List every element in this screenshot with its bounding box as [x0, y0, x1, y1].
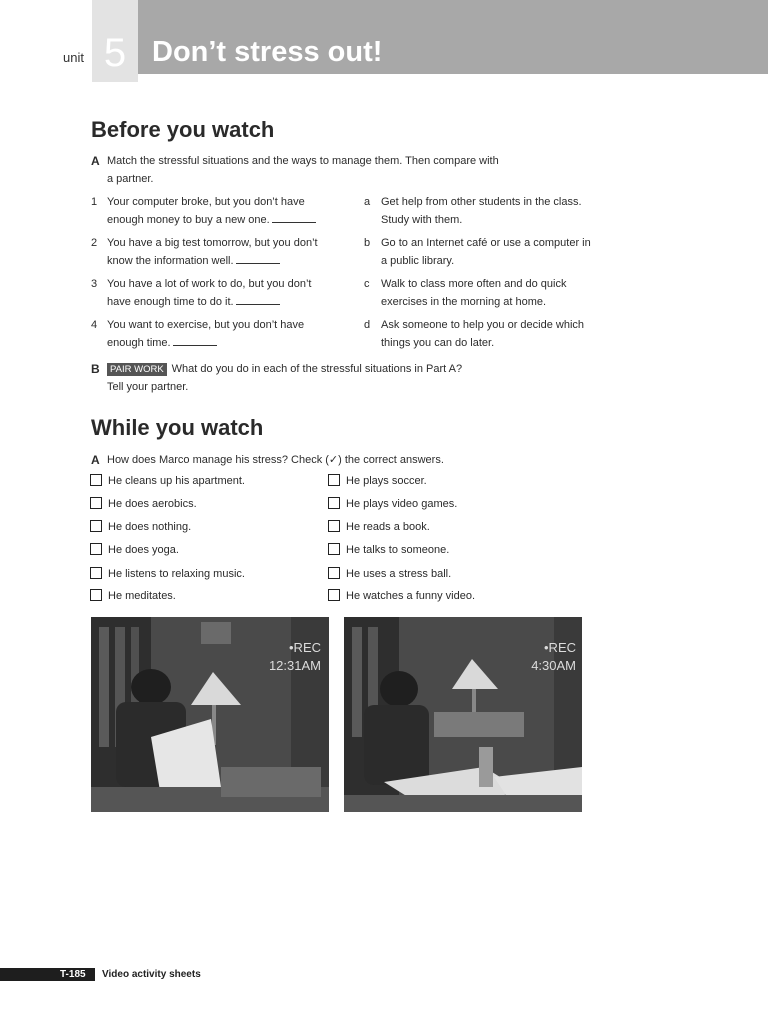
- checkbox[interactable]: [328, 543, 340, 555]
- rec-indicator: [269, 639, 321, 675]
- checkbox-item[interactable]: [328, 565, 451, 583]
- item-text: exercises in the morning at home.: [381, 296, 547, 308]
- unit-label: unit: [63, 50, 84, 65]
- item-text: know the information well.: [107, 255, 234, 267]
- checkbox[interactable]: [90, 589, 102, 601]
- item-number: 2: [91, 237, 98, 249]
- checkbox[interactable]: [90, 520, 102, 532]
- checkbox-item[interactable]: [328, 472, 427, 490]
- pair-work-badge: PAIR WORK: [107, 363, 167, 376]
- checkbox-label: He plays soccer.: [346, 475, 427, 487]
- checkbox-item[interactable]: [90, 565, 245, 583]
- instruction-line: Tell your partner.: [107, 381, 189, 393]
- item-number: 4: [91, 319, 98, 331]
- checkbox-label: He does nothing.: [108, 521, 192, 533]
- item-letter: b: [364, 237, 371, 249]
- item-text: Walk to class more often and do quick: [381, 278, 567, 290]
- exercise-letter: B: [91, 362, 100, 376]
- answer-blank[interactable]: [173, 335, 217, 346]
- answer-blank[interactable]: [236, 294, 280, 305]
- page-number: T-185: [60, 969, 86, 980]
- checkbox[interactable]: [90, 497, 102, 509]
- checkbox[interactable]: [90, 567, 102, 579]
- item-letter: a: [364, 196, 371, 208]
- item-text: You want to exercise, but you don’t have: [107, 319, 305, 331]
- item-text: a public library.: [381, 255, 455, 267]
- checkbox-item[interactable]: [90, 518, 191, 536]
- item-text: have enough time to do it.: [107, 296, 234, 308]
- item-number: 1: [91, 196, 98, 208]
- checkbox[interactable]: [90, 543, 102, 555]
- checkbox-label: He does aerobics.: [108, 498, 197, 510]
- checkbox[interactable]: [328, 520, 340, 532]
- checkbox[interactable]: [90, 474, 102, 486]
- checkbox-label: He talks to someone.: [346, 544, 450, 556]
- checkbox[interactable]: [328, 474, 340, 486]
- checkbox-label: He reads a book.: [346, 521, 430, 533]
- page-title: Don’t stress out!: [152, 36, 383, 68]
- checkbox-label: He listens to relaxing music.: [108, 568, 245, 580]
- rec-time: 4:30AM: [531, 658, 576, 673]
- checkbox-label: He cleans up his apartment.: [108, 475, 245, 487]
- checkbox-item[interactable]: [328, 587, 475, 605]
- instruction-line: What do you do in each of the stressful situations in Part A?: [171, 363, 463, 375]
- rec-indicator: [531, 639, 576, 675]
- rec-label: •REC: [544, 640, 576, 655]
- instruction-line: How does Marco manage his stress? Check (✓) the correct answers.: [107, 454, 444, 466]
- checkbox-label: He does yoga.: [108, 544, 179, 556]
- checkbox[interactable]: [328, 589, 340, 601]
- checkbox-item[interactable]: [328, 518, 430, 536]
- checkbox-label: He meditates.: [108, 590, 176, 602]
- item-letter: d: [364, 319, 371, 331]
- item-text: Get help from other students in the class.: [381, 196, 582, 208]
- item-text: Your computer broke, but you don’t have: [107, 196, 305, 208]
- item-text: Study with them.: [381, 214, 463, 226]
- while-heading: While you watch: [91, 415, 264, 440]
- item-text: You have a lot of work to do, but you don’t: [107, 278, 312, 290]
- unit-number: 5: [103, 31, 127, 75]
- item-text: enough time.: [107, 337, 171, 349]
- video-still-photo: [344, 617, 582, 812]
- item-number: 3: [91, 278, 98, 290]
- checkbox-item[interactable]: [328, 495, 457, 513]
- before-heading: Before you watch: [91, 117, 275, 142]
- exercise-letter: A: [91, 154, 100, 168]
- rec-time: 12:31AM: [268, 658, 321, 673]
- footer-text: Video activity sheets: [102, 969, 201, 980]
- answer-blank[interactable]: [236, 253, 280, 264]
- instruction-line: Match the stressful situations and the ways to manage them. Then compare with: [107, 155, 499, 167]
- rec-label: •REC: [289, 640, 321, 655]
- checkbox-label: He watches a funny video.: [346, 590, 476, 602]
- checkbox-item[interactable]: [90, 472, 245, 490]
- checkbox-item[interactable]: [90, 587, 176, 605]
- item-text: Go to an Internet café or use a computer in: [381, 237, 591, 249]
- checkbox[interactable]: [328, 567, 340, 579]
- item-text: You have a big test tomorrow, but you don’t: [107, 237, 318, 249]
- checkbox[interactable]: [328, 497, 340, 509]
- checkbox-item[interactable]: [90, 541, 179, 559]
- video-still-photo: [91, 617, 329, 812]
- checkbox-item[interactable]: [90, 495, 197, 513]
- checkbox-label: He plays video games.: [346, 498, 458, 510]
- item-letter: c: [364, 278, 370, 290]
- instruction-line: a partner.: [107, 173, 154, 185]
- item-text: Ask someone to help you or decide which: [381, 319, 585, 331]
- exercise-letter: A: [91, 453, 100, 467]
- checkbox-label: He uses a stress ball.: [346, 568, 452, 580]
- item-text: enough money to buy a new one.: [107, 214, 270, 226]
- checkbox-item[interactable]: [328, 541, 449, 559]
- item-text: things you can do later.: [381, 337, 495, 349]
- answer-blank[interactable]: [272, 212, 316, 223]
